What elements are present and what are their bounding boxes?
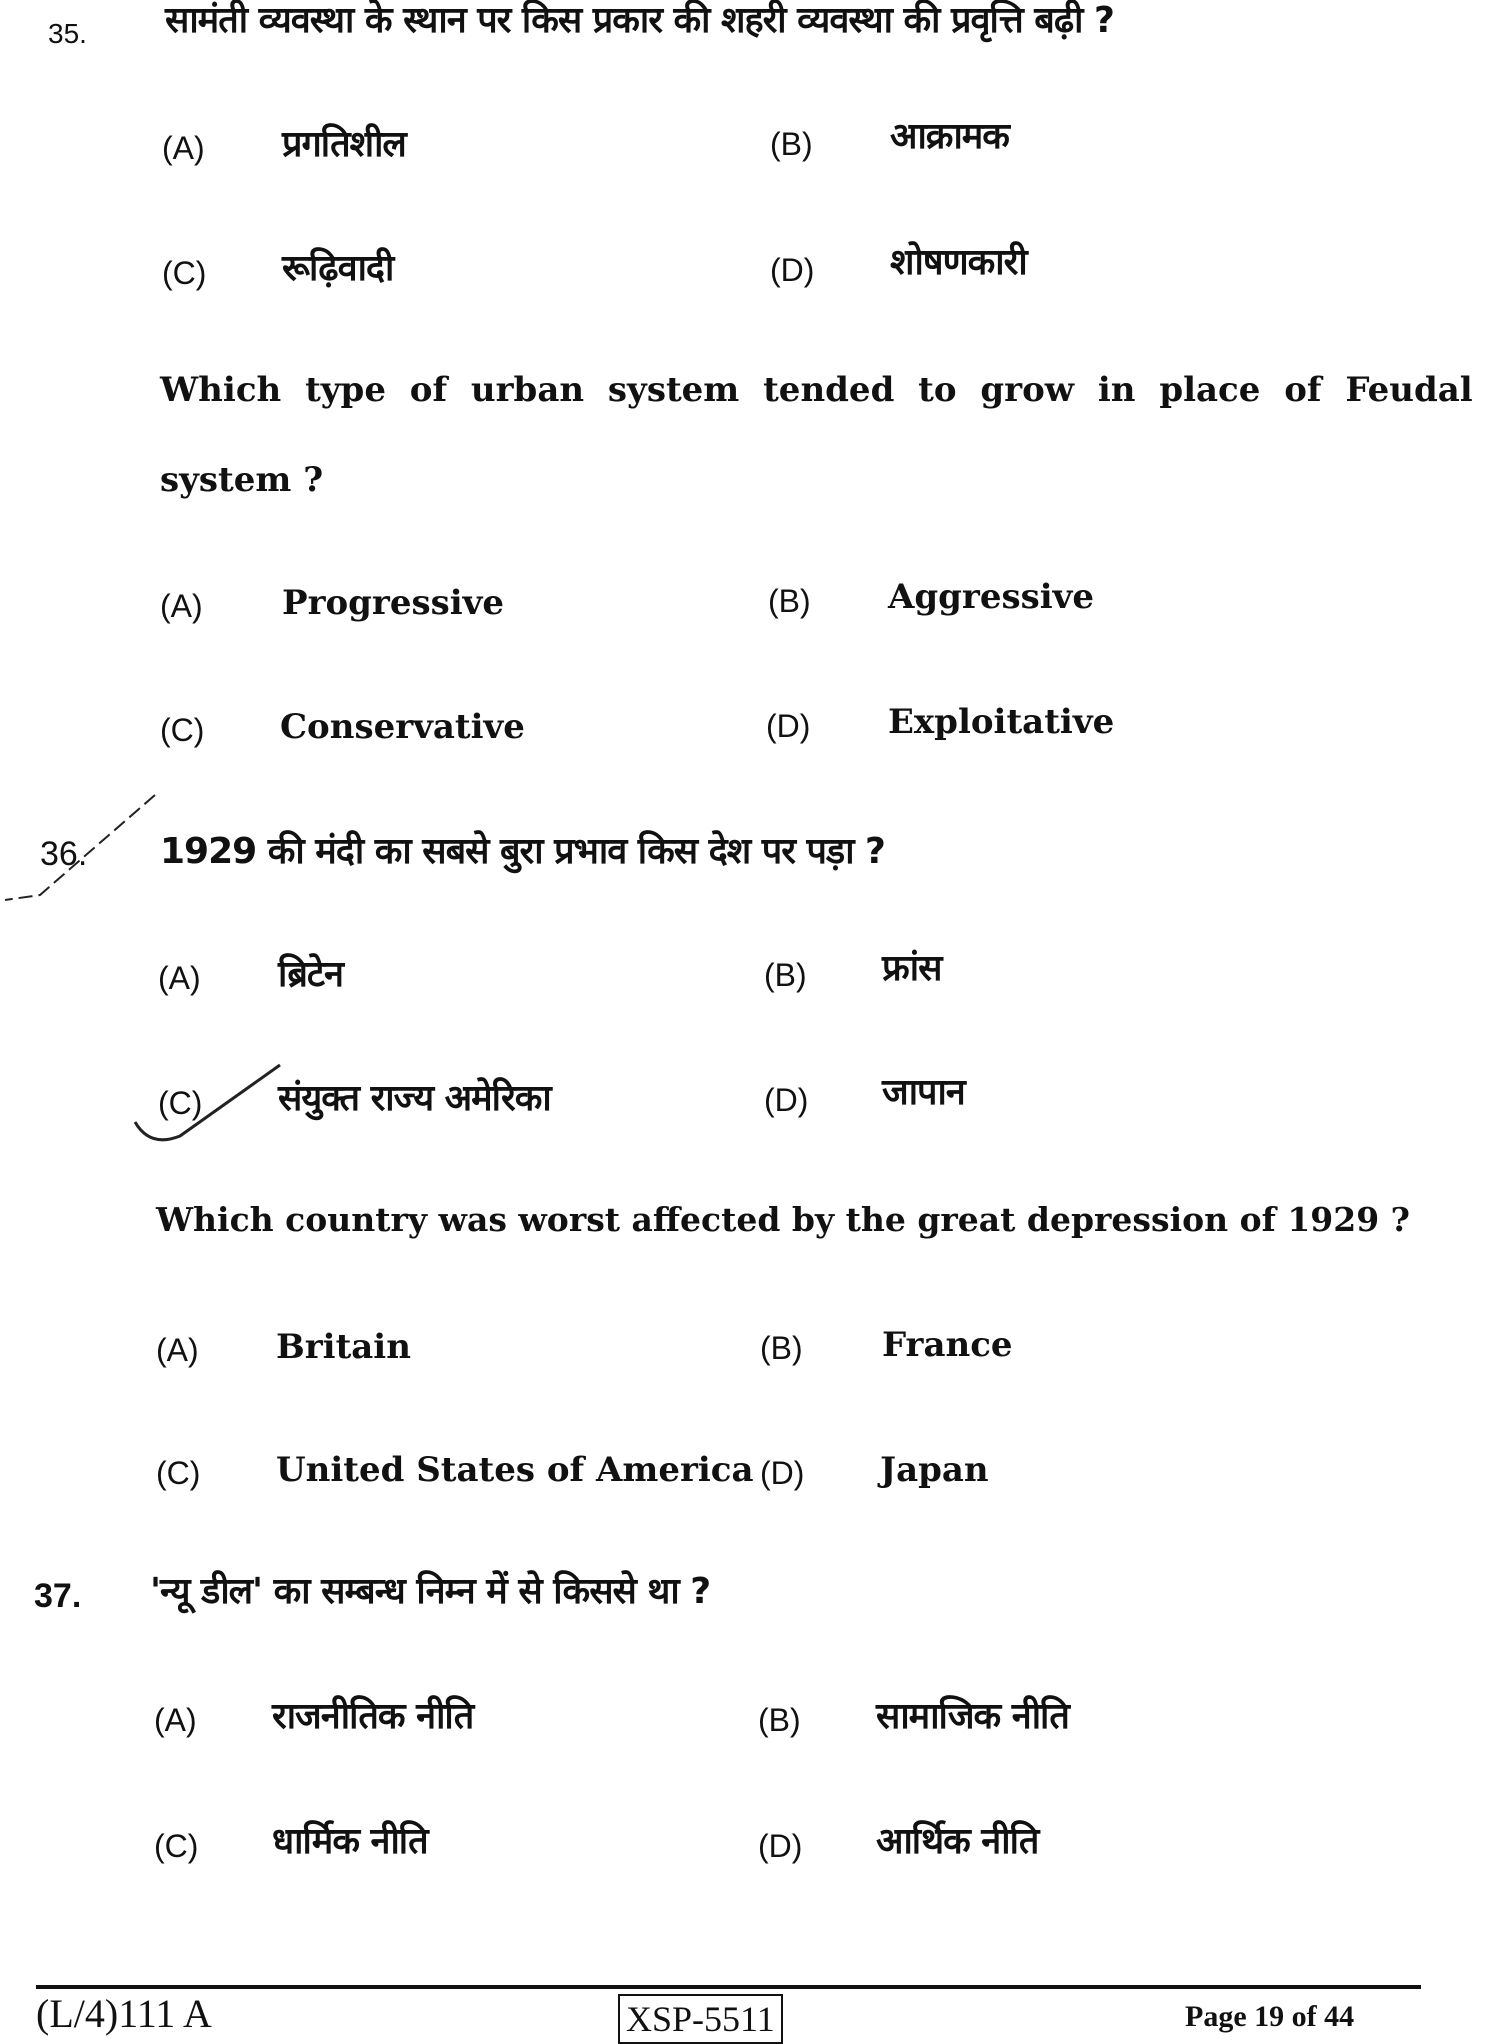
question-text-hindi: 1929 की मंदी का सबसे बुरा प्रभाव किस देश पर पड़ा ? xyxy=(160,831,885,872)
option-text: जापान xyxy=(882,1072,965,1113)
option-label: (A) xyxy=(154,1702,197,1738)
option-text: संयुक्त राज्य अमेरिका xyxy=(278,1078,551,1119)
question-text-english-cont: system ? xyxy=(160,460,324,500)
option-label: (B) xyxy=(764,957,807,993)
question-text-hindi: 'न्यू डील' का सम्बन्ध निम्न में से किससे था ? xyxy=(150,1571,711,1612)
option-label-marked: (C) xyxy=(158,1085,203,1121)
option-text: रूढ़िवादी xyxy=(282,248,394,289)
option-text: राजनीतिक नीति xyxy=(272,1696,474,1737)
footer-rule xyxy=(36,1985,1421,1989)
option-text: United States of America xyxy=(276,1450,754,1490)
option-text: प्रगतिशील xyxy=(282,124,406,165)
option-label: (D) xyxy=(764,1082,809,1118)
option-label: (A) xyxy=(158,960,201,996)
option-text: Conservative xyxy=(280,707,525,747)
option-label: (C) xyxy=(162,255,207,291)
option-label: (D) xyxy=(766,708,811,744)
option-label: (B) xyxy=(768,583,811,619)
page-number: Page 19 of 44 xyxy=(1185,2000,1355,2033)
option-text: आक्रामक xyxy=(890,116,1009,157)
booklet-code: XSP-5511 xyxy=(618,1994,783,2044)
option-label: (D) xyxy=(760,1455,805,1491)
option-text: France xyxy=(882,1325,1013,1365)
option-text: Britain xyxy=(276,1327,411,1367)
option-label: (C) xyxy=(160,712,205,748)
option-text: Progressive xyxy=(282,583,505,623)
paper-code: (L/4)111 A xyxy=(36,1991,212,2036)
option-text: Japan xyxy=(880,1450,989,1490)
option-text: धार्मिक नीति xyxy=(272,1821,428,1862)
option-label: (D) xyxy=(758,1828,803,1864)
option-label: (A) xyxy=(162,130,205,166)
question-text-english: Which type of urban system tended to grow in place of Feudal xyxy=(160,370,1473,410)
checkmark-icon xyxy=(130,1060,290,1150)
option-text: Exploitative xyxy=(888,702,1115,742)
option-text: फ्रांस xyxy=(882,948,942,989)
option-label: (B) xyxy=(770,126,813,162)
option-label: (A) xyxy=(160,588,203,624)
question-number: 37. xyxy=(34,1577,82,1615)
option-label: (C) xyxy=(154,1828,199,1864)
option-text: Aggressive xyxy=(888,577,1095,617)
option-text: शोषणकारी xyxy=(890,242,1027,283)
question-number: 36. xyxy=(40,835,88,873)
question-text-hindi: सामंती व्यवस्था के स्थान पर किस प्रकार की शहरी व्यवस्था की प्रवृत्ति बढ़ी ? xyxy=(165,0,1114,41)
question-text-english: Which country was worst affected by the great depression of 1929 ? xyxy=(156,1200,1410,1239)
option-text: ब्रिटेन xyxy=(278,954,344,995)
option-label: (B) xyxy=(760,1330,803,1366)
option-label: (D) xyxy=(770,252,815,288)
option-label: (A) xyxy=(156,1332,199,1368)
option-text: सामाजिक नीति xyxy=(876,1696,1069,1737)
option-label: (B) xyxy=(758,1702,801,1738)
option-text: आर्थिक नीति xyxy=(876,1821,1039,1862)
question-number: 35. xyxy=(48,18,87,49)
option-label: (C) xyxy=(156,1455,201,1491)
